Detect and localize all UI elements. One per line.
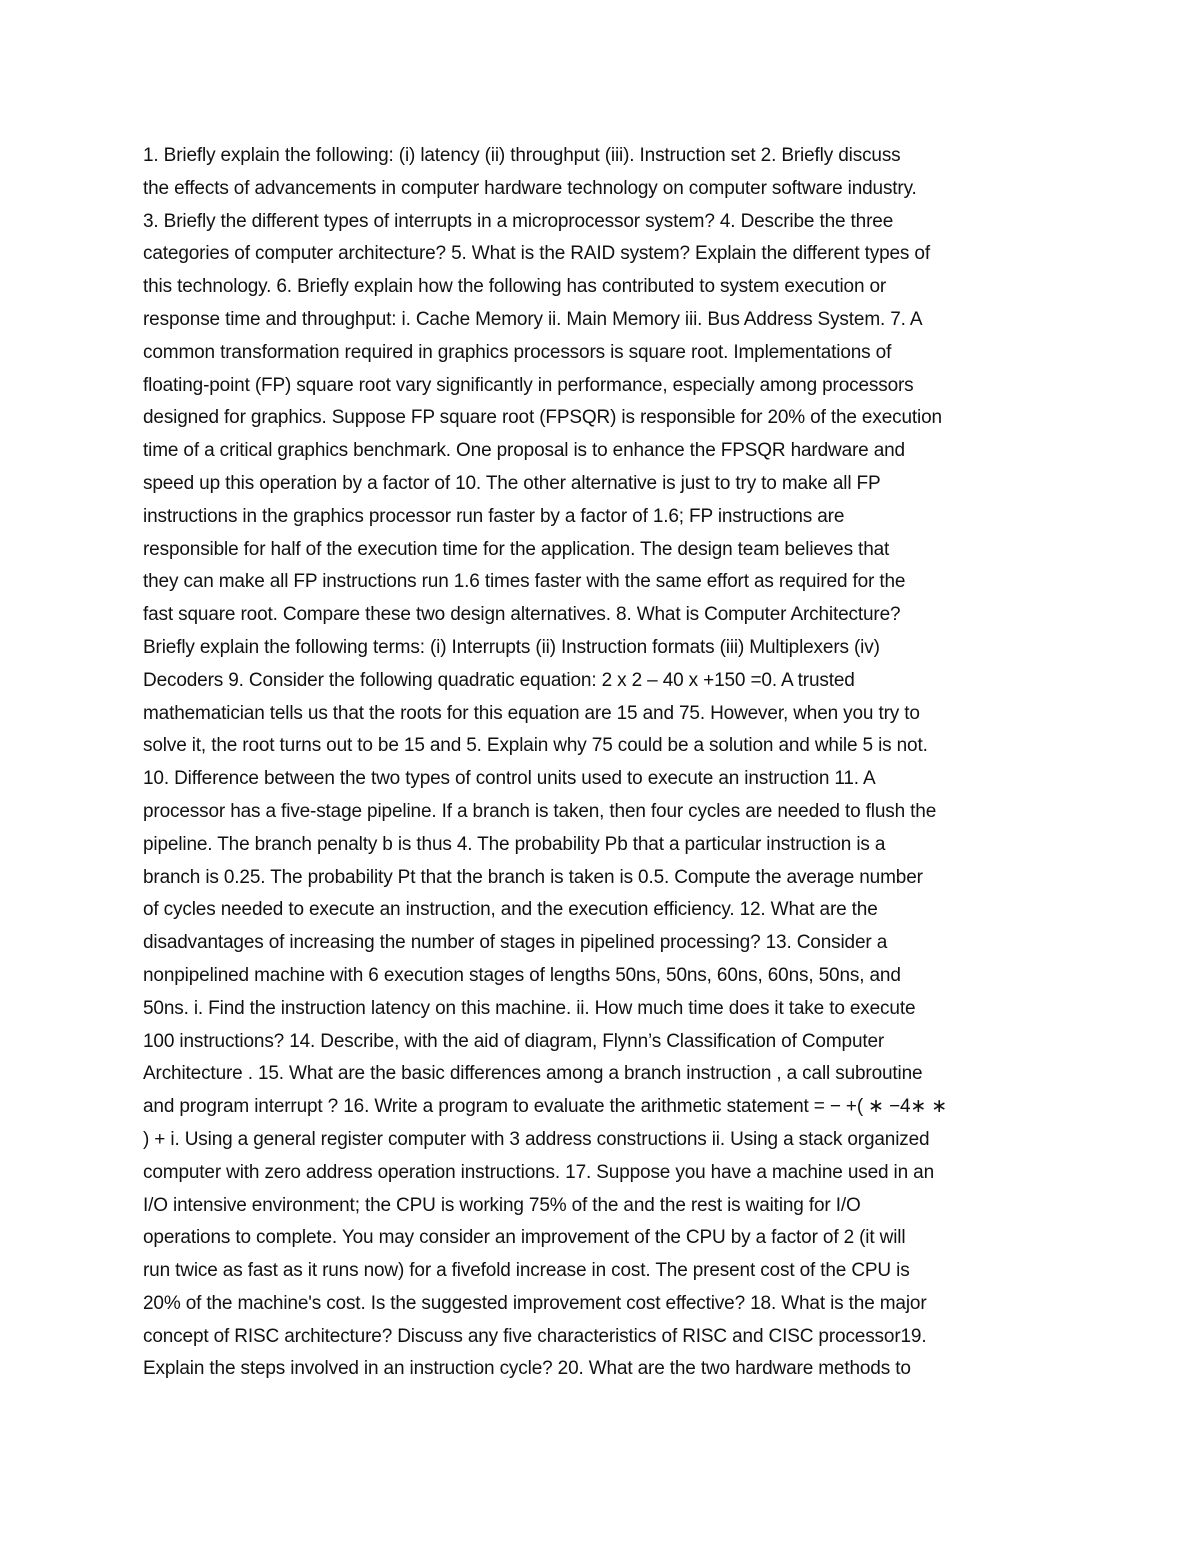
text-line: 20% of the machine's cost. Is the suggested improvement cost effective? 18. What is the major — [143, 1292, 927, 1314]
text-line: disadvantages of increasing the number of stages in pipelined processing? 13. Consider a — [143, 932, 888, 954]
text-line: 50ns. i. Find the instruction latency on this machine. ii. How much time does it take to execute — [143, 997, 916, 1019]
text-line: pipeline. The branch penalty b is thus 4. The probability Pb that a particular instruction is a — [143, 833, 886, 855]
text-line: of cycles needed to execute an instruction, and the execution efficiency. 12. What are the — [143, 899, 878, 921]
text-line: 100 instructions? 14. Describe, with the aid of diagram, Flynn’s Classification of Computer — [143, 1030, 885, 1052]
text-line: instructions in the graphics processor run faster by a factor of 1.6; FP instructions are — [143, 505, 845, 527]
text-line: fast square root. Compare these two design alternatives. 8. What is Computer Architecture? — [143, 604, 901, 626]
text-line: Explain the steps involved in an instruction cycle? 20. What are the two hardware methods to — [143, 1358, 911, 1380]
text-line: processor has a five-stage pipeline. If a branch is taken, then four cycles are needed to flush the — [143, 800, 937, 822]
text-line: operations to complete. You may consider an improvement of the CPU by a factor of 2 (it will — [143, 1227, 906, 1249]
text-line: Briefly explain the following terms: (i) Interrupts (ii) Instruction formats (iii) Multiplexers (iv) — [143, 636, 880, 658]
text-line: common transformation required in graphics processors is square root. Implementations of — [143, 341, 892, 363]
text-line: the effects of advancements in computer hardware technology on computer software industry. — [143, 177, 917, 199]
text-line: and program interrupt ? 16. Write a program to evaluate the arithmetic statement = − +( ∗ −4∗ ∗ — [143, 1096, 948, 1118]
text-line: time of a critical graphics benchmark. One proposal is to enhance the FPSQR hardware and — [143, 440, 905, 462]
text-line: designed for graphics. Suppose FP square root (FPSQR) is responsible for 20% of the execution — [143, 407, 942, 429]
text-line: solve it, the root turns out to be 15 and 5. Explain why 75 could be a solution and while 5 is not. — [143, 735, 928, 757]
text-line: Decoders 9. Consider the following quadratic equation: 2 x 2 – 40 x +150 =0. A trusted — [143, 669, 855, 691]
question-text-block — [143, 140, 1063, 1386]
text-line: this technology. 6. Briefly explain how the following has contributed to system execution or — [143, 276, 887, 298]
text-line: run twice as fast as it runs now) for a fivefold increase in cost. The present cost of the CPU is — [143, 1260, 910, 1282]
text-line: response time and throughput: i. Cache Memory ii. Main Memory iii. Bus Address System. 7. A — [143, 308, 923, 330]
text-line: speed up this operation by a factor of 10. The other alternative is just to try to make all FP — [143, 472, 881, 494]
text-line: Architecture . 15. What are the basic differences among a branch instruction , a call subroutine — [143, 1063, 923, 1085]
text-line: 3. Briefly the different types of interrupts in a microprocessor system? 4. Describe the three — [143, 210, 894, 232]
text-line: categories of computer architecture? 5. What is the RAID system? Explain the different types of — [143, 243, 930, 265]
text-line: 10. Difference between the two types of control units used to execute an instruction 11. A — [143, 768, 876, 790]
text-line: concept of RISC architecture? Discuss any five characteristics of RISC and CISC processor19. — [143, 1325, 927, 1347]
text-line: I/O intensive environment; the CPU is working 75% of the and the rest is waiting for I/O — [143, 1194, 861, 1216]
text-line: mathematician tells us that the roots for this equation are 15 and 75. However, when you try to — [143, 702, 920, 724]
text-line: floating-point (FP) square root vary significantly in performance, especially among processors — [143, 374, 914, 396]
text-line: computer with zero address operation instructions. 17. Suppose you have a machine used in an — [143, 1161, 935, 1183]
text-line: branch is 0.25. The probability Pt that the branch is taken is 0.5. Compute the average number — [143, 866, 923, 888]
text-line: they can make all FP instructions run 1.6 times faster with the same effort as required for the — [143, 571, 906, 593]
text-line: nonpipelined machine with 6 execution stages of lengths 50ns, 50ns, 60ns, 60ns, 50ns, and — [143, 964, 901, 986]
text-line: responsible for half of the execution time for the application. The design team believes that — [143, 538, 890, 560]
text-line: 1. Briefly explain the following: (i) latency (ii) throughput (iii). Instruction set 2. Briefly discuss — [143, 145, 901, 166]
text-line: ) + i. Using a general register computer with 3 address constructions ii. Using a stack organized — [143, 1128, 930, 1150]
